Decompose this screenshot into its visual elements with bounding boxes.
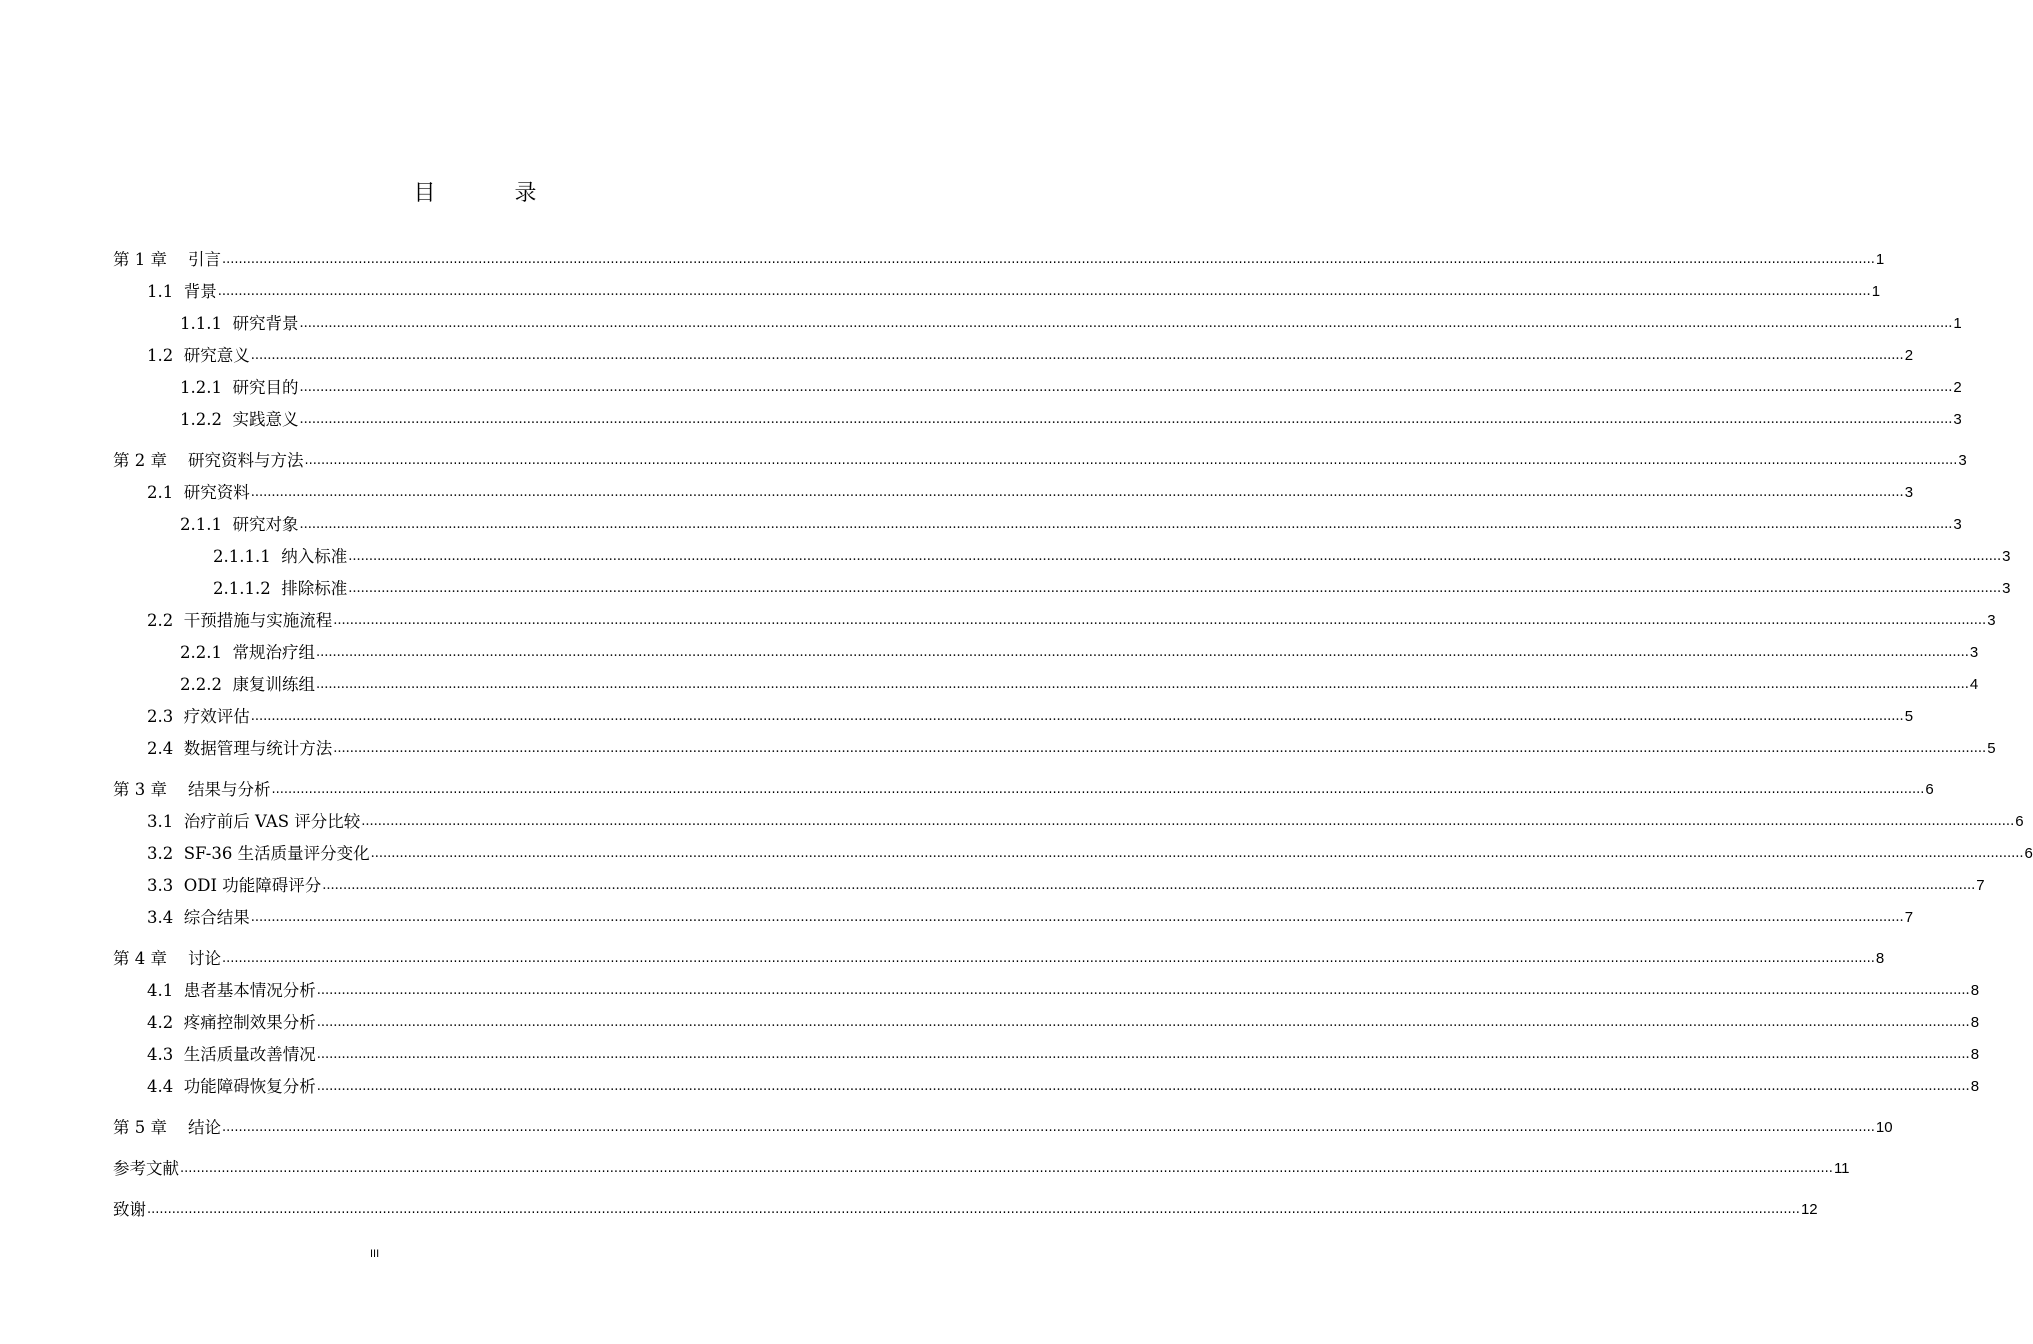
toc-entry[interactable]	[113, 637, 1979, 669]
toc-dot-leader: ................................................................................................................................................................................................................................................................................................................................................................................................................	[299, 380, 1953, 395]
toc-entry-page: 3	[1904, 484, 1914, 501]
toc-dot-leader: ................................................................................................................................................................................................................................................................................................................................................................................................................	[316, 1015, 1970, 1030]
toc-entry[interactable]	[113, 372, 1962, 404]
toc-entry-page: 1	[1953, 315, 1962, 332]
toc-entry-page: 3	[2002, 580, 2011, 597]
toc-entry-number: 1.2	[147, 346, 174, 365]
toc-entry-number: 2.2.1	[180, 643, 222, 662]
toc-entry-title: 研究目的	[232, 378, 299, 397]
toc-entry[interactable]	[113, 975, 1980, 1007]
toc-entry-number: 第 1 章	[113, 250, 167, 269]
toc-entry-page: 1	[1875, 251, 1885, 268]
toc-title: 目 录	[413, 181, 573, 206]
toc-entry[interactable]	[113, 902, 1914, 934]
toc-entry-page: 2	[1953, 379, 1962, 396]
toc-entry-number: 1.1	[147, 282, 174, 301]
toc-dot-leader: ................................................................................................................................................................................................................................................................................................................................................................................................................	[333, 613, 1987, 628]
toc-entry-number: 第 3 章	[113, 780, 167, 799]
toc-entry[interactable]	[113, 509, 1962, 541]
toc-entry-page: 11	[1833, 1160, 1850, 1177]
toc-entry-number: 3.4	[147, 908, 174, 927]
toc-dot-leader: ................................................................................................................................................................................................................................................................................................................................................................................................................	[348, 581, 2002, 596]
toc-entry-number: 4.2	[147, 1013, 174, 1032]
toc-dot-leader: ................................................................................................................................................................................................................................................................................................................................................................................................................	[250, 709, 1904, 724]
toc-dot-leader: ................................................................................................................................................................................................................................................................................................................................................................................................................	[322, 878, 1976, 893]
toc-dot-leader: ................................................................................................................................................................................................................................................................................................................................................................................................................	[333, 741, 1987, 756]
toc-entry-number: 3.2	[147, 844, 174, 863]
toc-entry-title: 干预措施与实施流程	[183, 611, 333, 630]
toc-entry-number: 2.1.1.1	[213, 547, 271, 566]
toc-entry-page: 6	[2024, 845, 2033, 862]
toc-entry-page: 8	[1970, 1078, 1980, 1095]
table-of-contents	[113, 244, 2033, 1226]
toc-entry-page: 7	[1976, 877, 1985, 894]
toc-dot-leader: ................................................................................................................................................................................................................................................................................................................................................................................................................	[221, 951, 1875, 966]
toc-entry-title: 疼痛控制效果分析	[183, 1013, 316, 1032]
page-number: III	[370, 1248, 380, 1260]
toc-entry-title: 研究资料与方法	[187, 451, 304, 470]
toc-entry-title: 研究资料	[183, 483, 250, 502]
toc-chapter-entry[interactable]	[113, 445, 1967, 477]
toc-entry[interactable]	[113, 701, 1914, 733]
toc-entry-page: 3	[1953, 411, 1962, 428]
toc-chapter-entry[interactable]	[113, 943, 1885, 975]
toc-entry-page: 3	[2002, 548, 2011, 565]
toc-entry[interactable]	[113, 477, 1914, 509]
toc-entry-page: 12	[1800, 1201, 1818, 1218]
toc-dot-leader: ................................................................................................................................................................................................................................................................................................................................................................................................................	[304, 453, 1958, 468]
toc-dot-leader: ................................................................................................................................................................................................................................................................................................................................................................................................................	[221, 252, 1875, 267]
toc-entry-title: 研究意义	[183, 346, 250, 365]
toc-entry-number: 3.1	[147, 812, 174, 831]
toc-entry-number: 第 2 章	[113, 451, 167, 470]
toc-entry-title: 治疗前后 VAS 评分比较	[183, 812, 361, 831]
toc-entry[interactable]	[113, 340, 1914, 372]
toc-entry-title: 参考文献	[113, 1159, 179, 1178]
toc-entry-title: SF-36 生活质量评分变化	[183, 844, 370, 863]
toc-entry-number: 2.1	[147, 483, 174, 502]
toc-chapter-entry[interactable]	[113, 774, 1934, 806]
toc-dot-leader: ................................................................................................................................................................................................................................................................................................................................................................................................................	[180, 1161, 1833, 1176]
toc-dot-leader: ................................................................................................................................................................................................................................................................................................................................................................................................................	[316, 1047, 1970, 1062]
toc-dot-leader: ................................................................................................................................................................................................................................................................................................................................................................................................................	[271, 782, 1925, 797]
toc-entry-title: 讨论	[187, 949, 221, 968]
toc-entry-title: 生活质量改善情况	[183, 1045, 316, 1064]
toc-entry-number: 3.3	[147, 876, 174, 895]
toc-entry-page: 2	[1904, 347, 1914, 364]
toc-entry[interactable]	[113, 733, 1996, 765]
toc-dot-leader: ................................................................................................................................................................................................................................................................................................................................................................................................................	[250, 348, 1904, 363]
toc-entry-title: ODI 功能障碍评分	[183, 876, 322, 895]
toc-entry-page: 3	[1987, 612, 1996, 629]
toc-chapter-entry[interactable]	[113, 244, 1885, 276]
toc-entry-page: 3	[1969, 644, 1979, 661]
toc-entry-page: 5	[1987, 740, 1996, 757]
toc-entry-title: 排除标准	[281, 579, 348, 598]
toc-entry-title: 背景	[183, 282, 217, 301]
toc-entry-number: 1.2.1	[180, 378, 222, 397]
toc-dot-leader: ................................................................................................................................................................................................................................................................................................................................................................................................................	[299, 412, 1953, 427]
toc-entry[interactable]	[113, 573, 2011, 605]
toc-dot-leader: ................................................................................................................................................................................................................................................................................................................................................................................................................	[315, 677, 1969, 692]
toc-entry-title: 患者基本情况分析	[183, 981, 316, 1000]
toc-entry[interactable]	[113, 1007, 1980, 1039]
toc-entry-number: 4.3	[147, 1045, 174, 1064]
toc-entry[interactable]	[113, 669, 1979, 701]
toc-entry-number: 第 5 章	[113, 1118, 167, 1137]
toc-entry-title: 研究背景	[232, 314, 299, 333]
toc-dot-leader: ................................................................................................................................................................................................................................................................................................................................................................................................................	[217, 284, 1871, 299]
toc-dot-leader: ................................................................................................................................................................................................................................................................................................................................................................................................................	[348, 549, 2002, 564]
toc-entry-page: 1	[1871, 283, 1881, 300]
toc-entry[interactable]	[113, 404, 1962, 436]
toc-entry-number: 1.2.2	[180, 410, 222, 429]
toc-entry-page: 4	[1969, 676, 1979, 693]
toc-dot-leader: ................................................................................................................................................................................................................................................................................................................................................................................................................	[147, 1202, 1800, 1217]
toc-entry-number: 2.2.2	[180, 675, 222, 694]
toc-dot-leader: ................................................................................................................................................................................................................................................................................................................................................................................................................	[315, 645, 1969, 660]
toc-entry-page: 8	[1875, 950, 1885, 967]
toc-entry-title: 研究对象	[232, 515, 299, 534]
toc-entry-page: 6	[1925, 781, 1934, 798]
toc-entry-number: 2.3	[147, 707, 174, 726]
toc-entry[interactable]	[113, 605, 1996, 637]
toc-entry-title: 康复训练组	[232, 675, 315, 694]
toc-entry-title: 数据管理与统计方法	[183, 739, 333, 758]
toc-entry-title: 功能障碍恢复分析	[183, 1077, 316, 1096]
toc-entry[interactable]	[113, 276, 1881, 308]
toc-entry[interactable]	[113, 1071, 1980, 1103]
toc-chapter-entry[interactable]	[113, 1194, 1818, 1226]
toc-dot-leader: ................................................................................................................................................................................................................................................................................................................................................................................................................	[221, 1120, 1875, 1135]
toc-entry-title: 实践意义	[232, 410, 299, 429]
toc-entry-number: 1.1.1	[180, 314, 222, 333]
toc-entry[interactable]	[113, 870, 1985, 902]
toc-entry-title: 综合结果	[183, 908, 250, 927]
toc-dot-leader: ................................................................................................................................................................................................................................................................................................................................................................................................................	[370, 846, 2024, 861]
toc-chapter-entry[interactable]	[113, 1112, 1893, 1144]
toc-entry-title: 结论	[187, 1118, 221, 1137]
toc-entry-number: 第 4 章	[113, 949, 167, 968]
toc-entry-number: 2.2	[147, 611, 174, 630]
toc-chapter-entry[interactable]	[113, 1153, 1850, 1185]
toc-dot-leader: ................................................................................................................................................................................................................................................................................................................................................................................................................	[316, 1079, 1970, 1094]
toc-entry-page: 5	[1904, 708, 1914, 725]
toc-entry-title: 致谢	[113, 1200, 146, 1219]
toc-entry-number: 2.4	[147, 739, 174, 758]
toc-entry[interactable]	[113, 541, 2011, 573]
toc-entry-number: 2.1.1.2	[213, 579, 271, 598]
toc-entry[interactable]	[113, 1039, 1980, 1071]
toc-entry-title: 结果与分析	[187, 780, 271, 799]
toc-entry-title: 常规治疗组	[232, 643, 315, 662]
toc-dot-leader: ................................................................................................................................................................................................................................................................................................................................................................................................................	[361, 814, 2015, 829]
toc-entry-page: 8	[1970, 1046, 1980, 1063]
toc-entry-page: 3	[1958, 452, 1967, 469]
toc-dot-leader: ................................................................................................................................................................................................................................................................................................................................................................................................................	[299, 517, 1953, 532]
toc-dot-leader: ................................................................................................................................................................................................................................................................................................................................................................................................................	[250, 910, 1904, 925]
toc-entry[interactable]	[113, 308, 1962, 340]
toc-dot-leader: ................................................................................................................................................................................................................................................................................................................................................................................................................	[316, 983, 1970, 998]
toc-entry[interactable]	[113, 806, 2024, 838]
toc-dot-leader: ................................................................................................................................................................................................................................................................................................................................................................................................................	[250, 485, 1904, 500]
toc-entry-title: 引言	[187, 250, 221, 269]
toc-entry-title: 纳入标准	[281, 547, 348, 566]
toc-entry[interactable]	[113, 838, 2033, 870]
toc-entry-page: 7	[1904, 909, 1914, 926]
toc-entry-page: 3	[1953, 516, 1962, 533]
toc-entry-title: 疗效评估	[183, 707, 250, 726]
toc-entry-number: 2.1.1	[180, 515, 222, 534]
toc-entry-number: 4.1	[147, 981, 174, 1000]
toc-entry-page: 10	[1875, 1119, 1893, 1136]
toc-dot-leader: ................................................................................................................................................................................................................................................................................................................................................................................................................	[299, 316, 1953, 331]
toc-entry-number: 4.4	[147, 1077, 174, 1096]
toc-entry-page: 6	[2015, 813, 2024, 830]
toc-entry-page: 8	[1970, 982, 1980, 999]
toc-entry-page: 8	[1970, 1014, 1980, 1031]
